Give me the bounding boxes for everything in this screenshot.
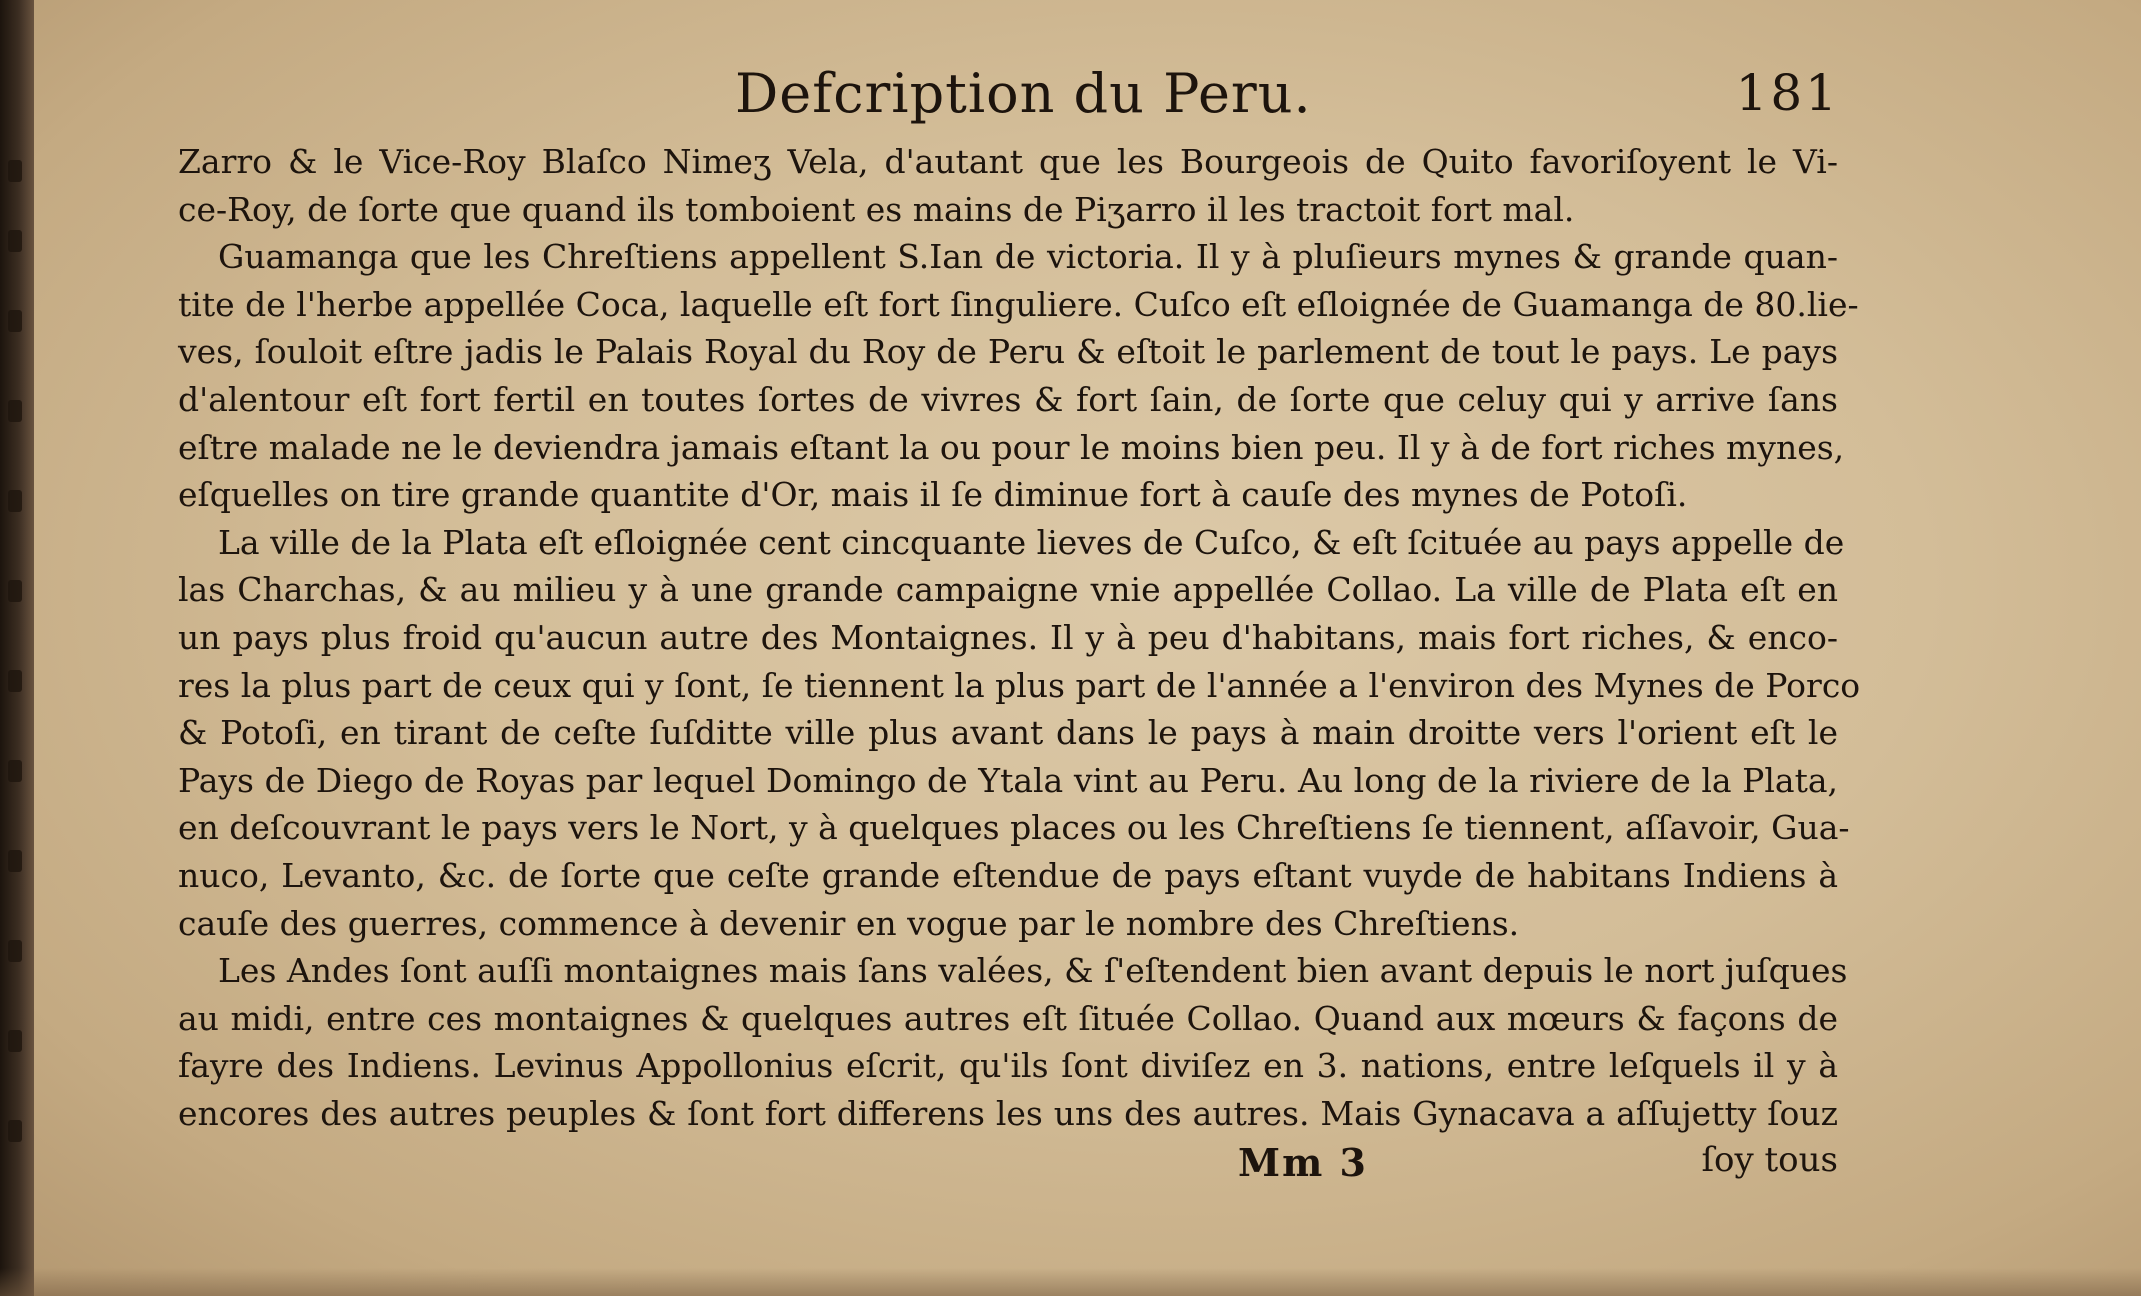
binding-mark [8,580,22,602]
text-line: nuco, Levanto, &c. de ſorte que ceſte grande eſtendue de pays eſtant vuyde de habitans Indiens à [178,855,1838,895]
running-title: Defcription du Peru. [735,62,1312,125]
binding-mark [8,850,22,872]
text-line: encores des autres peuples & ſont fort differens les uns des autres. Mais Gynacava a aſſujetty ſouz [178,1093,1838,1133]
binding-mark [8,1120,22,1142]
text-line: Zarro & le Vice-Roy Blaſco Nimeʒ Vela, d'autant que les Bourgeois de Quito favoriſoyent le Vi- [178,142,1838,181]
page-footer [178,1140,1838,1200]
text-line: cauſe des guerres, commence à devenir en vogue par le nombre des Chreſtiens. [178,903,1520,943]
binding-mark [8,160,22,182]
text-line: fayre des Indiens. Levinus Appollonius eſcrit, qu'ils ſont diviſez en 3. nations, entre leſquels il y à [178,1046,1838,1086]
text-line: las Charchas, & au milieu y à une grande campaigne vnie appellée Collao. La ville de Plata eſt en [178,570,1838,610]
binding-mark [8,760,22,782]
text-line: Les Andes ſont auſſi montaignes mais ſans valées, & ſ'eſtendent bien avant depuis le nort juſques [218,951,1848,991]
catchword: ſoy tous [1701,1140,1838,1180]
page-header [180,62,1840,142]
text-line: Pays de Diego de Royas par lequel Domingo de Ytala vint au Peru. Au long de la riviere de la Plata, [178,760,1838,800]
book-binding [0,0,34,1296]
text-line: eſtre malade ne le deviendra jamais eſtant la ou pour le moins bien peu. Il y à de fort riches mynes, [178,427,1845,467]
text-line: ce-Roy, de ſorte que quand ils tomboient es mains de Piʒarro il les tractoit fort mal. [178,189,1575,229]
body-text [178,138,1861,1137]
binding-mark [8,1030,22,1052]
binding-mark [8,310,22,332]
text-line: d'alentour eſt fort fertil en toutes ſortes de vivres & fort ſain, de ſorte que celuy qui y arrive ſans [178,379,1838,419]
text-line: au midi, entre ces montaignes & quelques autres eſt ſituée Collao. Quand aux mœurs & façons de [178,998,1838,1038]
binding-mark [8,400,22,422]
text-line: & Potoſi, en tirant de ceſte ſuſditte ville plus avant dans le pays à main droitte vers l'orient eſt le [178,713,1838,753]
text-line: res la plus part de ceux qui y ſont, ſe tiennent la plus part de l'année a l'environ des Mynes de Porco [178,665,1861,705]
text-line: en deſcouvrant le pays vers le Nort, y à quelques places ou les Chreſtiens ſe tiennent, aſſavoir, Gua- [178,808,1850,848]
binding-edge-marks [6,160,28,1220]
text-line: un pays plus froid qu'aucun autre des Montaignes. Il y à peu d'habitans, mais fort riches, & enco- [178,617,1838,657]
text-line: tite de l'herbe appellée Coca, laquelle eſt fort ſinguliere. Cuſco eſt eſloignée de Guamanga de 80.lie- [178,284,1859,324]
text-line: ves, ſouloit eſtre jadis le Palais Royal du Roy de Peru & eſtoit le parlement de tout le pays. Le pays [178,332,1838,372]
text-line: eſquelles on tire grande quantite d'Or, mais il ſe diminue fort à cauſe des mynes de Potoſi. [178,475,1688,515]
binding-mark [8,230,22,252]
signature-mark: Mm 3 [1238,1140,1368,1185]
page-edge-shadow [0,1268,2141,1296]
page-number: 181 [1735,64,1840,122]
text-line: La ville de la Plata eſt eſloignée cent cincquante lieves de Cuſco, & eſt ſcituée au pays appelle de [218,522,1845,562]
binding-mark [8,670,22,692]
text-line: Guamanga que les Chreſtiens appellent S.Ian de victoria. Il y à pluſieurs mynes & grande quan- [218,237,1838,277]
binding-mark [8,490,22,512]
binding-mark [8,940,22,962]
